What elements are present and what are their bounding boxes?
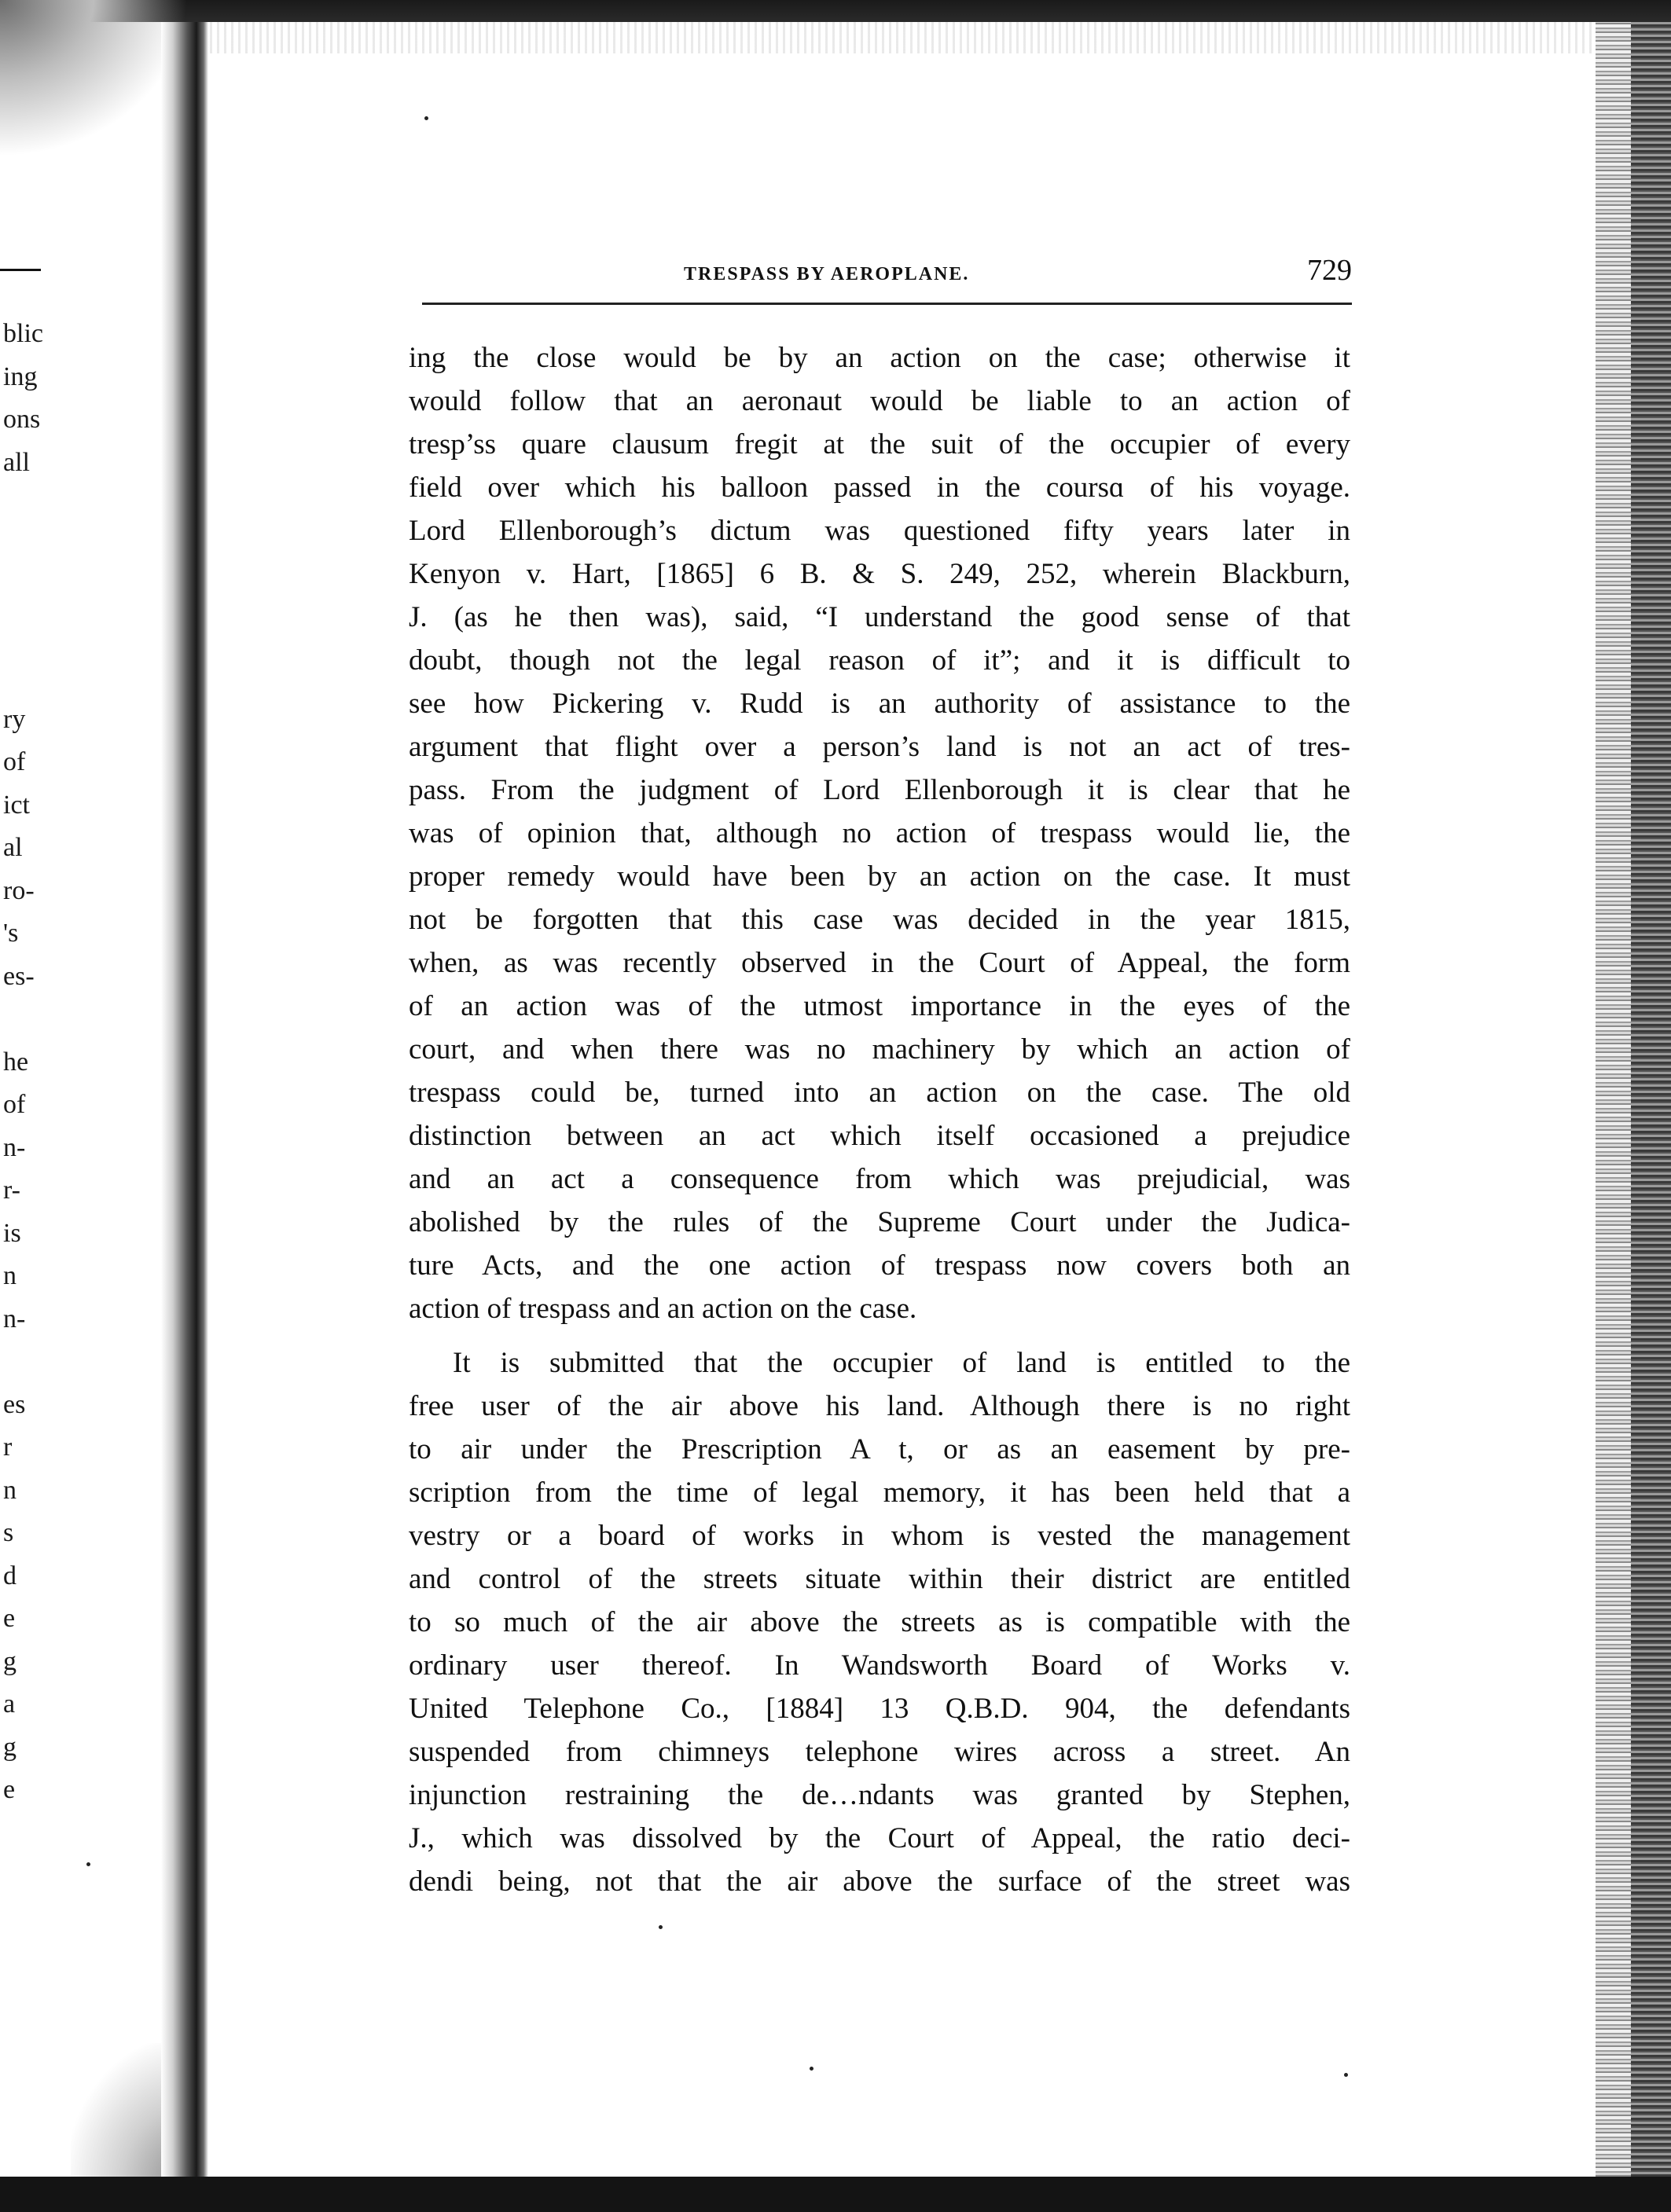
text-line: distinction between an act which itself occasioned a prejudice bbox=[409, 1120, 1350, 1152]
facing-page-fragment: he bbox=[3, 1047, 29, 1077]
text-line: It is submitted that the occupier of land is entitled to the bbox=[453, 1347, 1350, 1379]
text-line: ture Acts, and the one action of trespass now covers both an bbox=[409, 1249, 1350, 1282]
facing-page-fragment: r bbox=[3, 1432, 13, 1462]
facing-page-fragment: n bbox=[3, 1261, 17, 1290]
scan-top-border bbox=[0, 0, 1671, 22]
facing-page-fragment: g bbox=[3, 1732, 17, 1762]
body-text bbox=[409, 336, 1350, 1903]
facing-page-fragment: ons bbox=[3, 405, 41, 434]
text-line: dendi being, not that the air above the surface of the street was bbox=[409, 1865, 1350, 1898]
text-line: and control of the streets situate within their district are entitled bbox=[409, 1563, 1350, 1595]
scan-speck bbox=[810, 2067, 813, 2071]
text-line: field over which his balloon passed in the coursɑ of his voyage. bbox=[409, 471, 1350, 504]
text-line: Lord Ellenborough’s dictum was questioned fifty years later in bbox=[409, 515, 1350, 547]
facing-page-fragment: of bbox=[3, 1090, 26, 1119]
facing-page-fragment: e bbox=[3, 1604, 16, 1633]
scan-top-noise bbox=[189, 22, 1596, 53]
text-line: action of trespass and an action on the case. bbox=[409, 1293, 917, 1325]
facing-page-fragment: a bbox=[3, 1689, 16, 1719]
facing-page-fragment: n- bbox=[3, 1304, 26, 1333]
facing-page-fragment: n bbox=[3, 1475, 17, 1505]
facing-page-fragment: of bbox=[3, 747, 26, 776]
facing-page-fragment: r- bbox=[3, 1176, 20, 1205]
text-line: free user of the air above his land. Although there is no right bbox=[409, 1390, 1350, 1422]
facing-page-fragment: es- bbox=[3, 961, 35, 991]
facing-page-fragment: d bbox=[3, 1561, 17, 1590]
text-line: vestry or a board of works in whom is vested the management bbox=[409, 1520, 1350, 1552]
text-line: court, and when there was no machinery by which an action of bbox=[409, 1033, 1350, 1066]
facing-page-fragment: ing bbox=[3, 361, 38, 391]
scan-speck bbox=[424, 116, 428, 120]
header-rule bbox=[422, 303, 1352, 305]
text-line: to so much of the air above the streets as is compatible with the bbox=[409, 1606, 1350, 1638]
scan-corner-shadow bbox=[0, 0, 189, 157]
text-line: see how Pickering v. Rudd is an authority of assistance to the bbox=[409, 688, 1350, 720]
text-line: scription from the time of legal memory, it has been held that a bbox=[409, 1477, 1350, 1509]
facing-page-fragment: ry bbox=[3, 704, 26, 734]
running-head bbox=[424, 253, 1352, 288]
facing-page-fragment: ro- bbox=[3, 875, 35, 905]
scan-bottom-border bbox=[0, 2177, 1671, 2212]
text-line: J., which was dissolved by the Court of Appeal, the ratio deci- bbox=[409, 1822, 1350, 1854]
facing-page-fragment: g bbox=[3, 1646, 17, 1676]
text-line: injunction restraining the de…ndants was granted by Stephen, bbox=[409, 1779, 1350, 1811]
facing-page-fragment: e bbox=[3, 1775, 16, 1804]
scan-speck bbox=[86, 1862, 90, 1866]
text-line: proper remedy would have been by an action on the case. It must bbox=[409, 860, 1350, 893]
text-line: J. (as he then was), said, “I understand the good sense of that bbox=[409, 601, 1350, 633]
text-line: of an action was of the utmost importance in the eyes of the bbox=[409, 990, 1350, 1022]
facing-page-rule bbox=[0, 269, 41, 271]
text-line: Kenyon v. Hart, [1865] 6 B. & S. 249, 252, wherein Blackburn, bbox=[409, 558, 1350, 590]
text-line: was of opinion that, although no action of trespass would lie, the bbox=[409, 817, 1350, 849]
text-line: argument that flight over a person’s land is not an act of tres- bbox=[409, 731, 1350, 763]
facing-page-fragment: 's bbox=[3, 919, 19, 948]
text-line: pass. From the judgment of Lord Ellenborough it is clear that he bbox=[409, 774, 1350, 806]
page-edge-stack-dark bbox=[1631, 22, 1671, 2177]
book-gutter-shadow bbox=[161, 22, 208, 2177]
text-line: abolished by the rules of the Supreme Court under the Judica- bbox=[409, 1206, 1350, 1238]
text-line: trespass could be, turned into an action on the case. The old bbox=[409, 1077, 1350, 1109]
text-line: ordinary user thereof. In Wandsworth Board of Works v. bbox=[409, 1649, 1350, 1682]
facing-page-fragment: al bbox=[3, 833, 23, 862]
facing-page-fragment: is bbox=[3, 1218, 21, 1248]
text-line: ing the close would be by an action on the case; otherwise it bbox=[409, 342, 1350, 374]
facing-page-fragment: all bbox=[3, 447, 30, 477]
text-line: tresp’ss quare clausum fregit at the suit of the occupier of every bbox=[409, 428, 1350, 460]
facing-page-fragment: s bbox=[3, 1518, 14, 1547]
text-line: to air under the Prescription A t, or as an easement by pre- bbox=[409, 1433, 1350, 1465]
text-line: doubt, though not the legal reason of it”; and it is difficult to bbox=[409, 644, 1350, 677]
text-line: suspended from chimneys telephone wires across a street. An bbox=[409, 1736, 1350, 1768]
facing-page-fragment: n- bbox=[3, 1132, 26, 1162]
scan-speck bbox=[1344, 2073, 1348, 2077]
text-line: would follow that an aeronaut would be liable to an action of bbox=[409, 385, 1350, 417]
text-line: not be forgotten that this case was decided in the year 1815, bbox=[409, 904, 1350, 936]
facing-page-fragment: es bbox=[3, 1389, 26, 1419]
page-number: 729 bbox=[1307, 254, 1352, 287]
facing-page-fragment: ict bbox=[3, 790, 30, 820]
text-line: and an act a consequence from which was prejudicial, was bbox=[409, 1163, 1350, 1195]
scan-speck bbox=[659, 1925, 663, 1929]
facing-page-fragment: blic bbox=[3, 319, 43, 348]
text-line: United Telephone Co., [1884] 13 Q.B.D. 904, the defendants bbox=[409, 1693, 1350, 1725]
text-line: when, as was recently observed in the Court of Appeal, the form bbox=[409, 947, 1350, 979]
running-head-title: TRESPASS BY AEROPLANE. bbox=[684, 264, 970, 284]
